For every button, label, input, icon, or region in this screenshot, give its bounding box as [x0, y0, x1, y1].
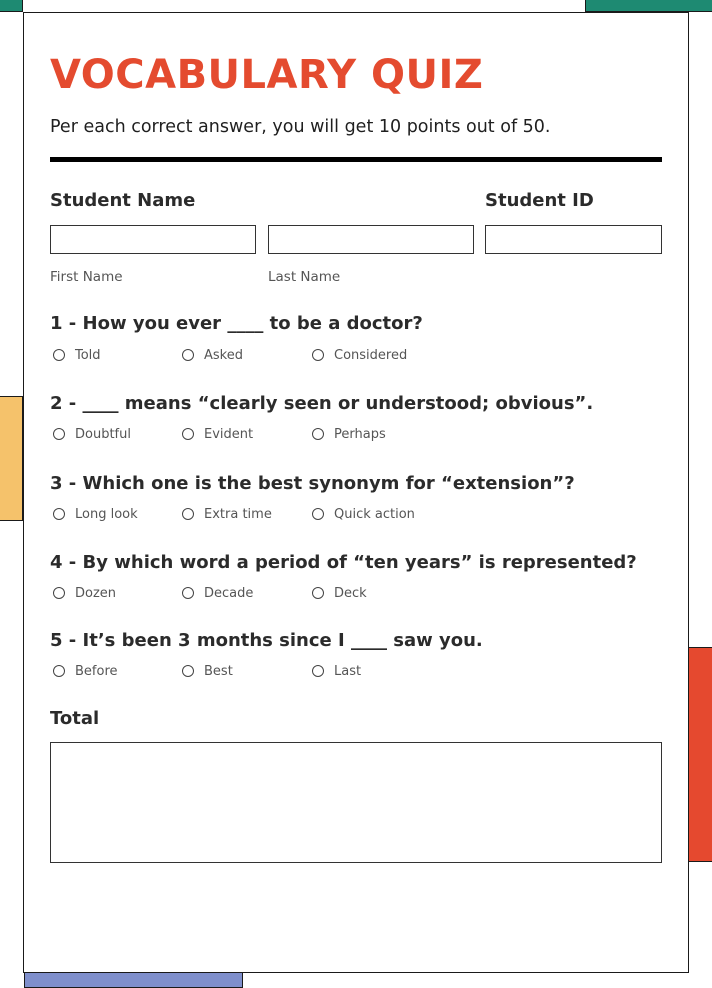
radio-icon[interactable]: [312, 349, 324, 361]
q2-option-1[interactable]: [53, 425, 131, 443]
radio-icon[interactable]: [312, 665, 324, 677]
q3-option-2[interactable]: [182, 505, 272, 523]
option-label: Considered: [334, 347, 408, 363]
radio-icon[interactable]: [53, 665, 65, 677]
total-heading: Total: [50, 708, 100, 729]
q5-option-2[interactable]: [182, 662, 233, 680]
radio-icon[interactable]: [53, 587, 65, 599]
radio-icon[interactable]: [53, 349, 65, 361]
option-label: Doubtful: [75, 426, 131, 442]
q5-option-1[interactable]: [53, 662, 118, 680]
radio-icon[interactable]: [182, 428, 194, 440]
option-label: Before: [75, 663, 118, 679]
q4-option-1[interactable]: [53, 584, 116, 602]
q4-option-3[interactable]: [312, 584, 367, 602]
last-name-caption: Last Name: [268, 269, 341, 285]
q1-option-2[interactable]: [182, 346, 243, 364]
question-1: 1 - How you ever ____ to be a doctor?: [50, 313, 423, 334]
q4-option-2[interactable]: [182, 584, 253, 602]
q2-option-2[interactable]: [182, 425, 253, 443]
option-label: Decade: [204, 585, 254, 601]
q2-option-3[interactable]: [312, 425, 386, 443]
radio-icon[interactable]: [53, 428, 65, 440]
radio-icon[interactable]: [312, 428, 324, 440]
option-label: Last: [334, 663, 362, 679]
option-label: Quick action: [334, 506, 415, 522]
option-label: Extra time: [204, 506, 272, 522]
radio-icon[interactable]: [182, 508, 194, 520]
radio-icon[interactable]: [53, 508, 65, 520]
last-name-input[interactable]: [268, 225, 474, 254]
quiz-title: VOCABULARY QUIZ: [50, 52, 484, 98]
decor-blue-block: [24, 972, 243, 988]
first-name-input[interactable]: [50, 225, 256, 254]
student-id-input[interactable]: [485, 225, 662, 254]
quiz-subtitle: Per each correct answer, you will get 10 points out of 50.: [50, 117, 551, 137]
option-label: Asked: [204, 347, 243, 363]
radio-icon[interactable]: [182, 587, 194, 599]
question-3: 3 - Which one is the best synonym for “extension”?: [50, 473, 575, 494]
decor-teal-block-right: [585, 0, 712, 12]
total-input-box[interactable]: [50, 742, 662, 863]
option-label: Long look: [75, 506, 138, 522]
option-label: Deck: [334, 585, 367, 601]
question-4: 4 - By which word a period of “ten years” is represented?: [50, 552, 637, 573]
question-2: 2 - ____ means “clearly seen or understood; obvious”.: [50, 393, 594, 414]
q3-option-1[interactable]: [53, 505, 138, 523]
student-id-heading: Student ID: [485, 190, 594, 211]
radio-icon[interactable]: [182, 665, 194, 677]
decor-yellow-block: [0, 396, 23, 521]
radio-icon[interactable]: [312, 587, 324, 599]
option-label: Best: [204, 663, 233, 679]
decor-teal-block-left: [0, 0, 23, 12]
student-name-heading: Student Name: [50, 190, 196, 211]
radio-icon[interactable]: [312, 508, 324, 520]
question-5: 5 - It’s been 3 months since I ____ saw you.: [50, 630, 483, 651]
decor-red-block: [688, 647, 712, 862]
option-label: Evident: [204, 426, 254, 442]
q3-option-3[interactable]: [312, 505, 415, 523]
q1-option-3[interactable]: [312, 346, 407, 364]
option-label: Perhaps: [334, 426, 386, 442]
first-name-caption: First Name: [50, 269, 123, 285]
option-label: Told: [75, 347, 101, 363]
title-divider: [50, 157, 662, 162]
option-label: Dozen: [75, 585, 117, 601]
q1-option-1[interactable]: [53, 346, 101, 364]
q5-option-3[interactable]: [312, 662, 361, 680]
radio-icon[interactable]: [182, 349, 194, 361]
